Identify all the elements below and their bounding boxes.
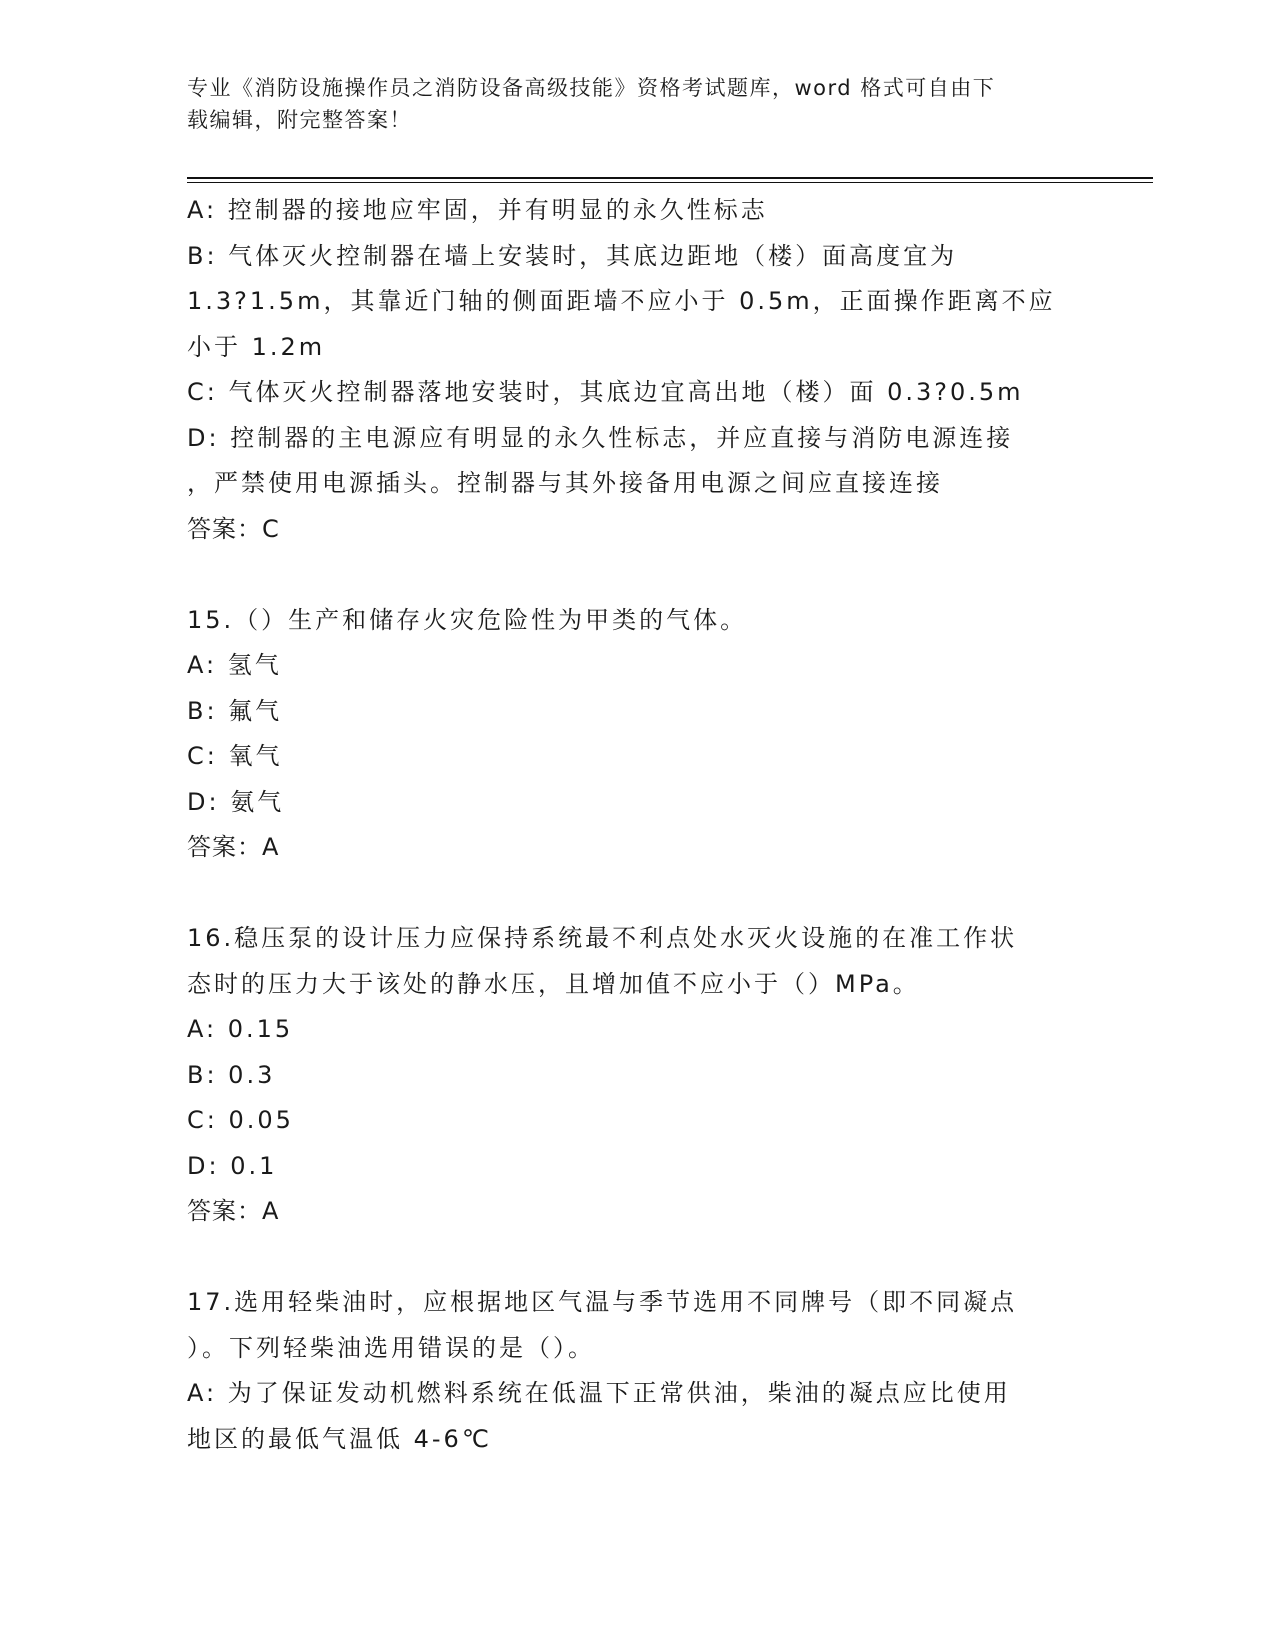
q14-option-d-line-1: D: 控制器的主电源应有明显的永久性标志，并应直接与消防电源连接 [187,423,1014,452]
q16-option-b: B: 0.3 [187,1060,276,1089]
document-header [187,72,1067,136]
q14-option-c: C: 气体灭火控制器落地安装时，其底边宜高出地（楼）面 0.3?0.5m [187,378,1024,406]
q14-option-b-line-1: B: 气体灭火控制器在墙上安装时，其底边距地（楼）面高度宜为 [187,241,958,270]
question-content [187,188,1087,1462]
q14-option-b-line-2: 1.3?1.5m，其靠近门轴的侧面距墙不应小于 0.5m，正面操作距离不应 [187,287,1056,315]
spacer [187,871,1087,917]
spacer [187,552,1087,598]
q16-option-d: D: 0.1 [187,1151,278,1180]
q17-option-a-line-2: 地区的最低气温低 4-6℃ [187,1424,492,1453]
spacer [187,1235,1087,1281]
q17-stem-line-2: ）。下列轻柴油选用错误的是（）。 [187,1333,595,1362]
question-14-block [187,188,1087,552]
header-line-2: 载编辑，附完整答案！ [187,108,412,132]
q17-option-a-line-1: A: 为了保证发动机燃料系统在低温下正常供油，柴油的凝点应比使用 [187,1379,1011,1407]
q16-option-c: C: 0.05 [187,1106,294,1134]
q15-option-a: A: 氢气 [187,651,282,679]
q16-stem-line-1: 16.稳压泵的设计压力应保持系统最不利点处水灭火设施的在准工作状 [187,924,1018,952]
q14-option-b-line-3: 小于 1.2m [187,332,326,361]
q15-option-b: B: 氟气 [187,696,283,725]
question-16-block [187,916,1087,1235]
q14-option-d-line-2: ，严禁使用电源插头。控制器与其外接备用电源之间应直接连接 [187,469,943,497]
q15-answer: 答案：A [187,833,280,861]
q16-stem-line-2: 态时的压力大于该处的静水压，且增加值不应小于（）MPa。 [187,969,920,998]
q16-answer: 答案：A [187,1197,280,1225]
q14-option-a: A: 控制器的接地应牢固，并有明显的永久性标志 [187,196,768,224]
question-15-block [187,598,1087,871]
q15-option-c: C: 氧气 [187,742,283,770]
header-line-1: 专业《消防设施操作员之消防设备高级技能》资格考试题库，word 格式可自由下 [187,76,996,100]
header-divider-thick [187,177,1153,179]
q15-option-d: D: 氨气 [187,787,285,816]
header-divider-thin [187,182,1153,183]
q17-stem-line-1: 17.选用轻柴油时，应根据地区气温与季节选用不同牌号（即不同凝点 [187,1288,1018,1316]
q14-answer: 答案：C [187,514,280,543]
question-17-block [187,1280,1087,1462]
q16-option-a: A: 0.15 [187,1015,294,1043]
q15-stem: 15.（）生产和储存火灾危险性为甲类的气体。 [187,605,748,634]
